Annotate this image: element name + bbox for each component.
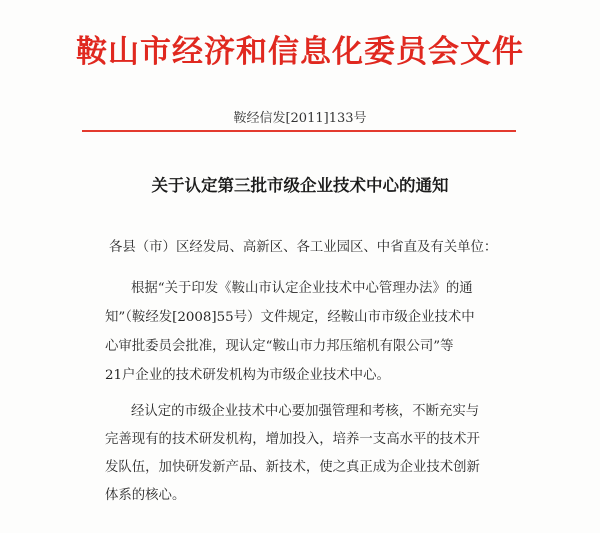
red-divider-line <box>82 130 516 132</box>
paragraph-line: 经认定的市级企业技术中心要加强管理和考核，不断充实与 <box>131 404 480 419</box>
paragraph-line: 心审批委员会批准，现认定“鞍山市力邦压缩机有限公司”等 <box>105 339 454 354</box>
addressee-line: 各县（市）区经发局、高新区、各工业园区、中省直及有关单位： <box>109 240 498 255</box>
paragraph-line: 体系的核心。 <box>105 488 186 503</box>
org-masthead: 鞍山市经济和信息化委员会文件 <box>76 34 524 70</box>
paragraph-line: 根据“关于印发《鞍山市认定企业技术中心管理办法》的通 <box>131 281 473 296</box>
paragraph-line: 发队伍，加快研发新产品、新技术，使之真正成为企业技术创新 <box>105 460 480 475</box>
paragraph-line: 21户企业的技术研发机构为市级企业技术中心。 <box>105 368 390 383</box>
document-number: 鞍经信发[2011]133号 <box>233 111 367 126</box>
paragraph-line: 完善现有的技术研发机构，增加投入，培养一支高水平的技术开 <box>105 432 480 447</box>
document-title: 关于认定第三批市级企业技术中心的通知 <box>151 176 449 195</box>
paragraph-line: 知”（鞍经发[2008]55号）文件规定，经鞍山市市级企业技术中 <box>105 310 475 325</box>
